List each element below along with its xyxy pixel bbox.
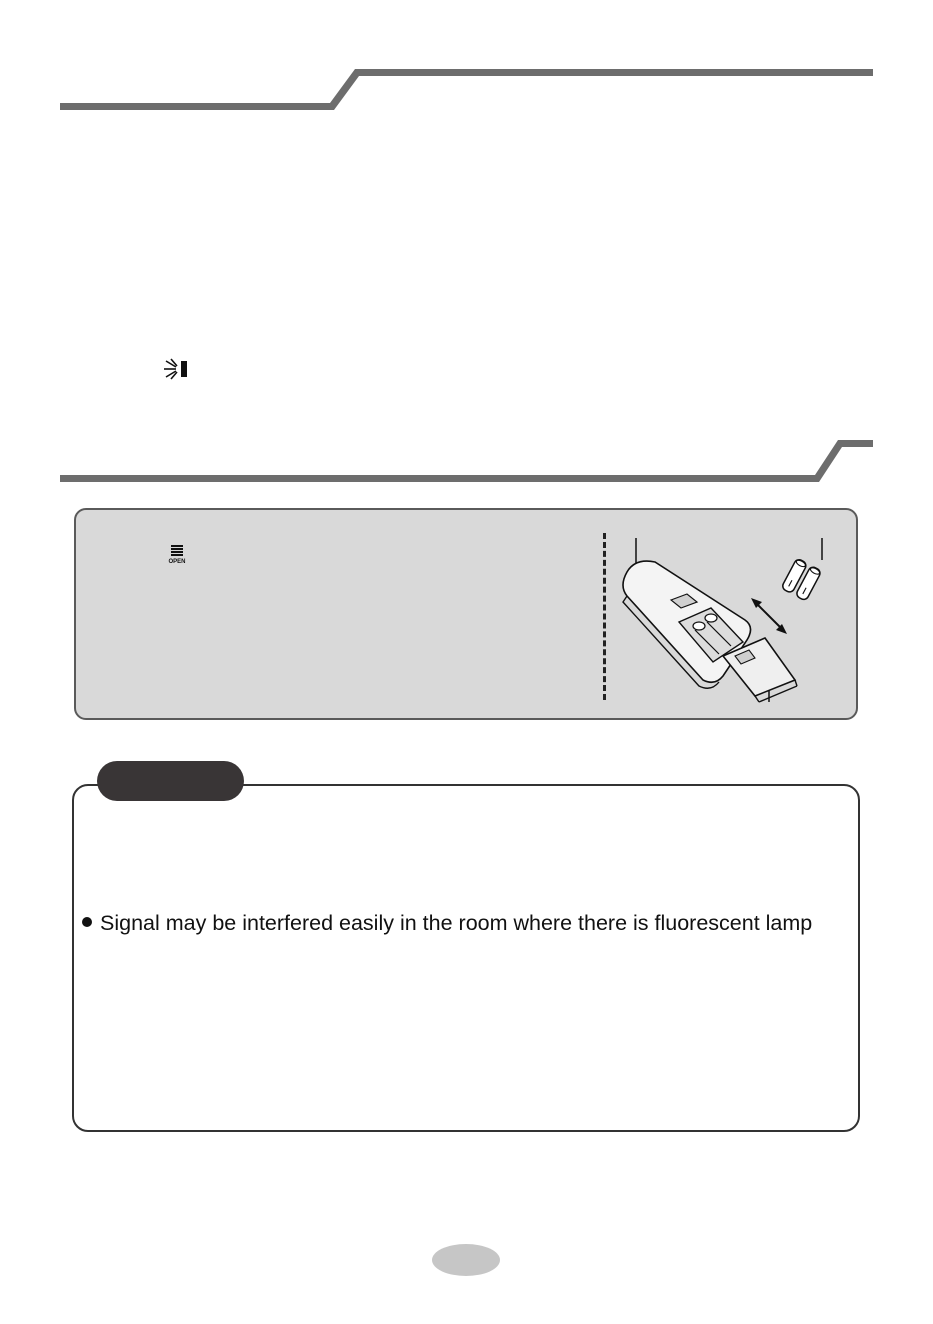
notice-tab — [97, 761, 244, 801]
page-number-oval — [432, 1244, 500, 1276]
remote-battery-illustration — [615, 530, 845, 710]
section-header-bar-battery — [0, 430, 933, 490]
notice-box — [72, 784, 860, 1132]
open-icon-label: OPEN — [168, 559, 186, 565]
section-header-bar-top — [0, 0, 933, 120]
panel-dashed-divider — [603, 533, 606, 700]
notice-item-text: Signal may be interfered easily in the room where there is fluorescent lamp — [100, 911, 813, 935]
notice-item — [82, 911, 852, 936]
battery-cover-open-icon — [166, 545, 188, 567]
bullet-icon — [82, 917, 92, 927]
signal-transmit-icon — [162, 358, 190, 380]
